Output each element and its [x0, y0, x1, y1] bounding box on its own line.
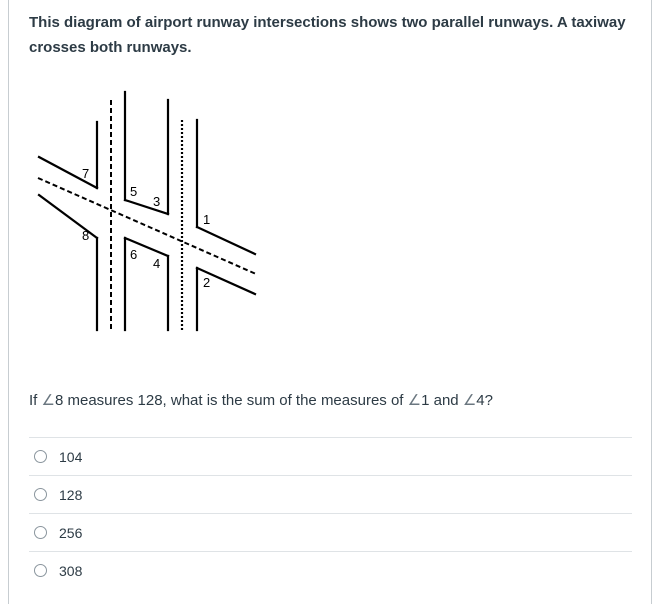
answer-list: [29, 437, 632, 589]
angle-label-7: 7: [82, 166, 90, 181]
answer-label: 256: [59, 524, 83, 541]
angle-label-8: 8: [82, 228, 90, 243]
taxiway-centerline: [38, 178, 256, 274]
angle-label-1: 1: [203, 212, 211, 227]
radio-button[interactable]: [34, 450, 47, 463]
answer-label: 104: [59, 448, 83, 465]
taxiway-upper-edge-right: [197, 227, 255, 254]
angle-label-5: 5: [130, 184, 138, 199]
angle-symbol: ∠: [407, 392, 422, 409]
angle-label-6: 6: [130, 247, 138, 262]
angle-symbol: ∠: [41, 392, 55, 409]
angle-label-3: 3: [153, 194, 161, 209]
answer-option-104[interactable]: [29, 437, 632, 475]
angle-symbol: ∠: [462, 392, 477, 409]
question-prompt: This diagram of airport runway intersections shows two parallel runways. A taxiway crosses both runways.: [29, 14, 626, 56]
angle-label-2: 2: [203, 275, 211, 290]
question-text: If ∠8 measures 128, what is the sum of the measures of ∠1 and ∠4?: [29, 392, 493, 409]
taxiway-upper-edge-middle: [125, 200, 168, 214]
angle-label-4: 4: [153, 256, 161, 271]
answer-option-256[interactable]: [29, 513, 632, 551]
answer-label: 308: [59, 562, 83, 579]
answer-label: 128: [59, 486, 83, 503]
answer-option-308[interactable]: [29, 551, 632, 589]
answer-option-128[interactable]: [29, 475, 632, 513]
radio-button[interactable]: [34, 526, 47, 539]
radio-button[interactable]: [34, 564, 47, 577]
radio-button[interactable]: [34, 488, 47, 501]
